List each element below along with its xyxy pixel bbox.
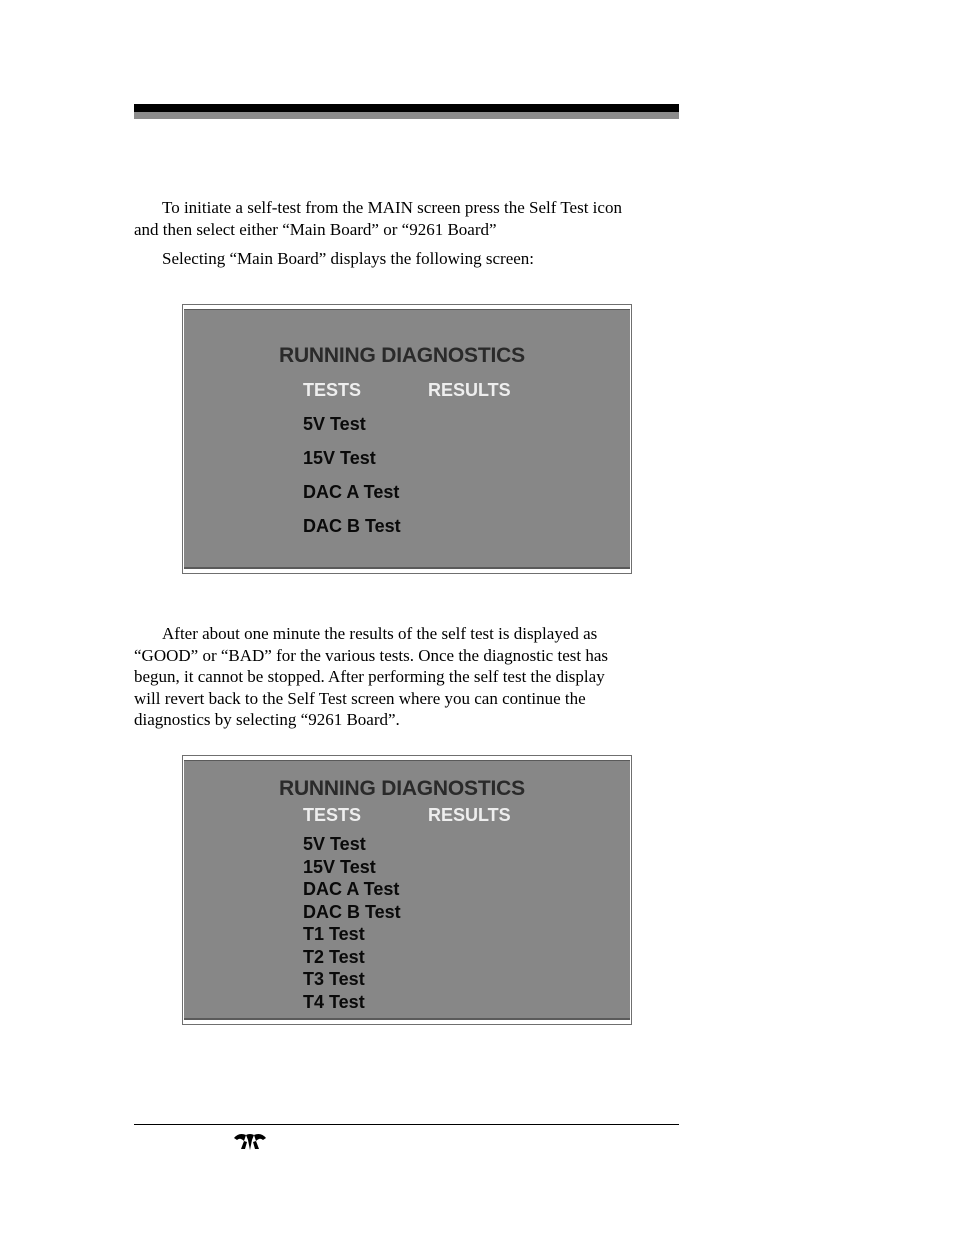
after-line-4: will revert back to the Self Test screen where you can continue the [134, 688, 586, 708]
teledyne-logo-icon [233, 1131, 267, 1151]
test-item: DAC A Test [303, 879, 400, 899]
diagnostics-screenshot-1 [182, 304, 632, 574]
results-column-header: RESULTS [428, 380, 511, 400]
test-item: 15V Test [303, 857, 376, 877]
test-item: T3 Test [303, 969, 365, 989]
header-rule-black [134, 104, 679, 112]
after-line-2: “GOOD” or “BAD” for the various tests. Once the diagnostic test has [134, 645, 608, 665]
test-item: DAC B Test [303, 902, 401, 922]
results-column-header: RESULTS [428, 805, 511, 825]
screen-title: RUNNING DIAGNOSTICS [279, 344, 525, 367]
diagnostics-screen-1 [184, 309, 630, 569]
tests-column-header: TESTS [303, 805, 362, 825]
intro-line-1: To initiate a self-test from the MAIN screen press the Self Test icon [162, 198, 622, 217]
intro-line-2: and then select either “Main Board” or “9261 Board” [134, 219, 497, 239]
screen-title: RUNNING DIAGNOSTICS [279, 777, 525, 800]
footer-rule [134, 1124, 679, 1125]
after-line-5: diagnostics by selecting “9261 Board”. [134, 710, 400, 730]
test-item: DAC A Test [303, 482, 400, 502]
selecting-paragraph [134, 248, 679, 270]
test-item: 5V Test [303, 834, 366, 854]
header-rule-gray [134, 112, 679, 119]
test-item: T1 Test [303, 924, 365, 944]
tests-column-header: TESTS [303, 380, 362, 400]
test-item: 5V Test [303, 414, 366, 434]
selecting-text: Selecting “Main Board” displays the following screen: [162, 249, 535, 268]
after-paragraph [134, 623, 679, 731]
diagnostics-screen-2 [184, 760, 630, 1020]
intro-paragraph [134, 197, 679, 240]
test-item: DAC B Test [303, 516, 401, 536]
test-item: 15V Test [303, 448, 376, 468]
after-line-3: begun, it cannot be stopped. After performing the self test the display [134, 667, 605, 687]
test-item: T4 Test [303, 992, 365, 1012]
test-item: T2 Test [303, 947, 365, 967]
after-line-1: After about one minute the results of the self test is displayed as [162, 624, 598, 643]
diagnostics-screenshot-2 [182, 755, 632, 1025]
